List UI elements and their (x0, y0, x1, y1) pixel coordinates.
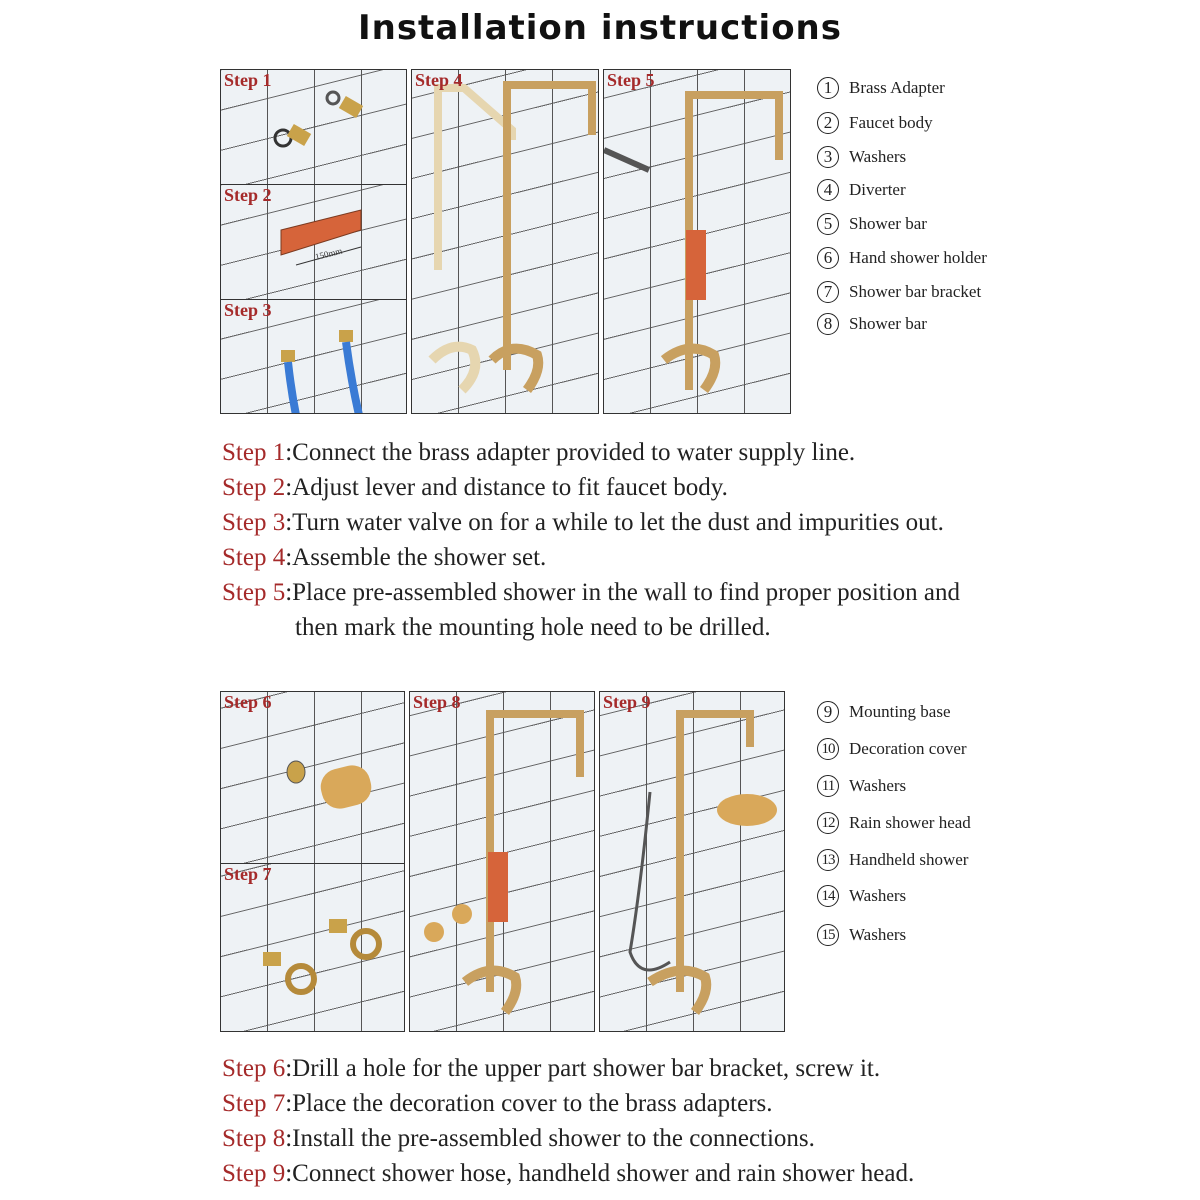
part-label: Mounting base (849, 702, 951, 721)
step-label: Step 5 (607, 70, 655, 90)
part-label: Washers (849, 886, 907, 905)
step-text: :Assemble the shower set. (285, 544, 547, 571)
legend-item (817, 77, 945, 99)
step-instruction (222, 1125, 815, 1153)
drilling-illustration (221, 692, 404, 863)
part-label: Brass Adapter (849, 78, 945, 97)
step-text: :Place pre-assembled shower in the wall to find proper position and (285, 579, 961, 606)
part-label: Washers (849, 147, 907, 166)
part-label: Diverter (849, 180, 906, 199)
legend-item (817, 281, 981, 303)
shower-positioning-illustration (604, 70, 790, 413)
step-text: :Connect shower hose, handheld shower and rain shower head. (285, 1160, 915, 1187)
legend-item (817, 924, 906, 946)
part-number: 11 (817, 775, 839, 797)
legend-item (817, 701, 951, 723)
legend-item (817, 812, 971, 834)
step-text: :Adjust lever and distance to fit faucet body. (285, 474, 728, 501)
step-text-continuation: then mark the mounting hole need to be drilled. (295, 614, 771, 641)
part-label: Handheld shower (849, 850, 969, 869)
step-instruction (222, 1160, 914, 1188)
panel-step-8 (409, 691, 595, 1032)
part-label: Rain shower head (849, 813, 971, 832)
step-label: Step 7 (222, 1090, 286, 1117)
legend-item (817, 179, 906, 201)
part-number: 8 (817, 313, 839, 335)
decoration-cover-illustration (221, 864, 404, 1031)
part-label: Shower bar (849, 314, 927, 333)
step-label: Step 9 (603, 692, 651, 712)
panel-step-6 (220, 691, 405, 864)
step-label: Step 2 (224, 185, 272, 205)
panel-step-7 (220, 863, 405, 1032)
step-instruction (222, 439, 855, 467)
part-number: 15 (817, 924, 839, 946)
step-text: :Install the pre-assembled shower to the connections. (285, 1125, 815, 1152)
step-text: :Turn water valve on for a while to let the dust and impurities out. (285, 509, 944, 536)
part-number: 9 (817, 701, 839, 723)
part-label: Shower bar (849, 214, 927, 233)
step-label: Step 8 (413, 692, 461, 712)
shower-assembly-illustration (412, 70, 598, 413)
legend-item (817, 112, 933, 134)
panel-step-1 (220, 69, 407, 185)
dimension-label: 150mm (314, 245, 344, 262)
step-instruction (222, 509, 944, 537)
step-label: Step 6 (222, 1055, 286, 1082)
install-shower-illustration (410, 692, 594, 1031)
step-text: :Place the decoration cover to the brass adapters. (285, 1090, 773, 1117)
legend-item (817, 313, 927, 335)
legend-item (817, 247, 987, 269)
part-label: Hand shower holder (849, 248, 987, 267)
step-label: Step 4 (415, 70, 463, 90)
part-number: 13 (817, 849, 839, 871)
step-instruction (222, 1090, 773, 1118)
legend-item (817, 849, 968, 871)
legend-item (817, 146, 906, 168)
panel-step-3 (220, 299, 407, 414)
part-number: 2 (817, 112, 839, 134)
part-label: Decoration cover (849, 739, 967, 758)
step-instruction (222, 474, 728, 502)
panel-step-4 (411, 69, 599, 414)
step-label: Step 3 (224, 300, 272, 320)
step-label: Step 4 (222, 544, 286, 571)
step-text: :Connect the brass adapter provided to water supply line. (285, 439, 856, 466)
step-instruction (222, 544, 546, 572)
panel-step-5 (603, 69, 791, 414)
legend-item (817, 775, 906, 797)
part-label: Shower bar bracket (849, 282, 982, 301)
part-number: 1 (817, 77, 839, 99)
part-label: Washers (849, 925, 907, 944)
part-number: 4 (817, 179, 839, 201)
step-label: Step 7 (224, 864, 272, 884)
step-label: Step 3 (222, 509, 286, 536)
step-label: Step 1 (222, 439, 286, 466)
part-label: Washers (849, 776, 907, 795)
part-number: 14 (817, 885, 839, 907)
part-number: 7 (817, 281, 839, 303)
step-label: Step 6 (224, 692, 272, 712)
part-number: 5 (817, 213, 839, 235)
step-label: Step 5 (222, 579, 286, 606)
panel-step-2 (220, 184, 407, 300)
part-number: 10 (817, 738, 839, 760)
legend-item (817, 213, 927, 235)
legend-item (817, 885, 906, 907)
page-title: Installation instructions (357, 8, 843, 48)
step-label: Step 9 (222, 1160, 286, 1187)
step-instruction (222, 1055, 880, 1083)
part-number: 6 (817, 247, 839, 269)
step-label: Step 1 (224, 70, 272, 90)
complete-shower-illustration (600, 692, 784, 1031)
step-instruction (222, 579, 960, 607)
legend-item (817, 738, 967, 760)
step-text: :Drill a hole for the upper part shower bar bracket, screw it. (285, 1055, 881, 1082)
panel-step-9 (599, 691, 785, 1032)
step-label: Step 2 (222, 474, 286, 501)
part-number: 3 (817, 146, 839, 168)
part-label: Faucet body (849, 113, 933, 132)
part-number: 12 (817, 812, 839, 834)
step-label: Step 8 (222, 1125, 286, 1152)
